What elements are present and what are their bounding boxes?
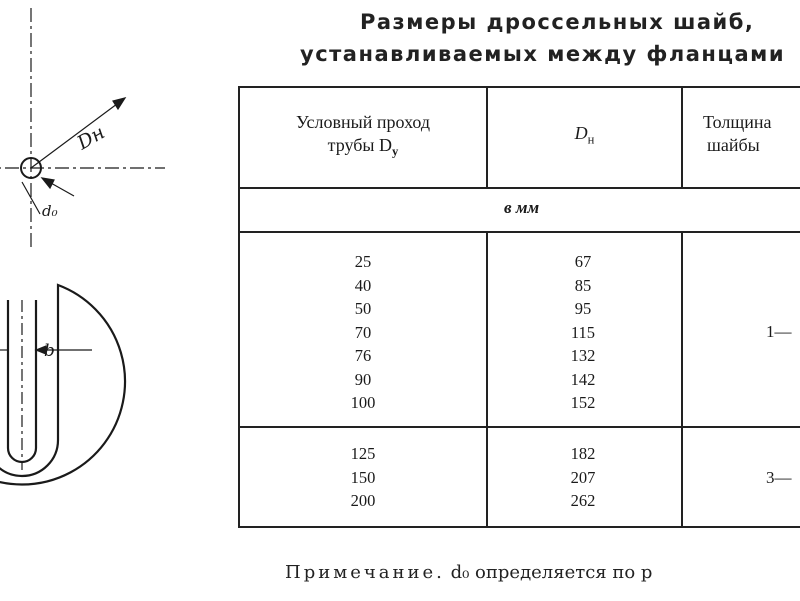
table-cell: 76 bbox=[354, 346, 372, 365]
header-col1-sub: у bbox=[392, 144, 399, 159]
table-cell: 125 bbox=[350, 444, 376, 463]
footnote-label: Примечание. bbox=[285, 562, 445, 583]
group1-dy-column bbox=[308, 250, 418, 415]
group2-dy-column bbox=[308, 442, 418, 513]
table-cell: 95 bbox=[574, 299, 592, 318]
table-cell: 207 bbox=[570, 467, 596, 487]
table-cell: 200 bbox=[350, 491, 376, 510]
page-title bbox=[300, 6, 800, 70]
table-cell: 182 bbox=[570, 444, 596, 463]
group1-thickness bbox=[766, 320, 800, 344]
units-row bbox=[240, 196, 800, 220]
group2-dn-column bbox=[528, 442, 638, 513]
table-cell: 67 bbox=[574, 252, 592, 271]
group1-thickness-value: 1— bbox=[766, 322, 792, 341]
header-outer-diameter bbox=[488, 122, 681, 152]
table-cell: 90 bbox=[354, 369, 372, 389]
col-divider-2b bbox=[681, 231, 683, 528]
group1-dn-column bbox=[528, 250, 638, 415]
table-cell: 100 bbox=[350, 393, 376, 412]
units-label: в мм bbox=[504, 198, 540, 217]
header-col2: D bbox=[574, 123, 588, 143]
title-line-2: устанавливаемых между фланцами bbox=[300, 42, 786, 66]
b-label: b bbox=[44, 341, 55, 361]
dimensions-table bbox=[238, 86, 800, 528]
col-divider-1b bbox=[486, 231, 488, 528]
washer-drawing bbox=[0, 0, 240, 601]
table-cell: 262 bbox=[570, 491, 596, 510]
table-cell: 142 bbox=[570, 369, 596, 389]
header-col1-line2: трубы D bbox=[327, 135, 393, 155]
d0-label: d₀ bbox=[42, 202, 58, 220]
table-cell: 150 bbox=[350, 467, 376, 487]
footnote bbox=[285, 562, 652, 583]
table-cell: 25 bbox=[354, 252, 372, 271]
table-cell: 50 bbox=[354, 299, 372, 318]
dn-label: Dн bbox=[73, 121, 109, 155]
table-cell: 115 bbox=[570, 322, 596, 342]
table-cell: 40 bbox=[354, 275, 372, 295]
group2-thickness bbox=[766, 466, 800, 490]
table-group-divider bbox=[238, 426, 800, 428]
table-bottom-border bbox=[238, 526, 800, 528]
title-line-1: Размеры дроссельных шайб, bbox=[360, 10, 755, 34]
footnote-text: d₀ определяется по р bbox=[444, 562, 653, 583]
header-nominal-bore bbox=[240, 111, 486, 164]
header-col2-sub: н bbox=[587, 132, 595, 147]
header-thickness bbox=[683, 111, 800, 157]
table-cell: 70 bbox=[354, 322, 372, 342]
header-col1-line1: Условный проход bbox=[295, 112, 431, 132]
table-cell: 132 bbox=[570, 346, 596, 365]
header-col3-line1: Толщина bbox=[703, 112, 772, 132]
table-units-divider bbox=[238, 231, 800, 233]
table-cell: 85 bbox=[574, 275, 592, 295]
table-top-border bbox=[238, 86, 800, 88]
table-header-divider bbox=[238, 187, 800, 189]
washer-outline bbox=[0, 285, 125, 485]
group2-thickness-value: 3— bbox=[766, 468, 792, 487]
table-cell: 152 bbox=[570, 393, 596, 412]
header-col3-line2: шайбы bbox=[707, 135, 760, 155]
